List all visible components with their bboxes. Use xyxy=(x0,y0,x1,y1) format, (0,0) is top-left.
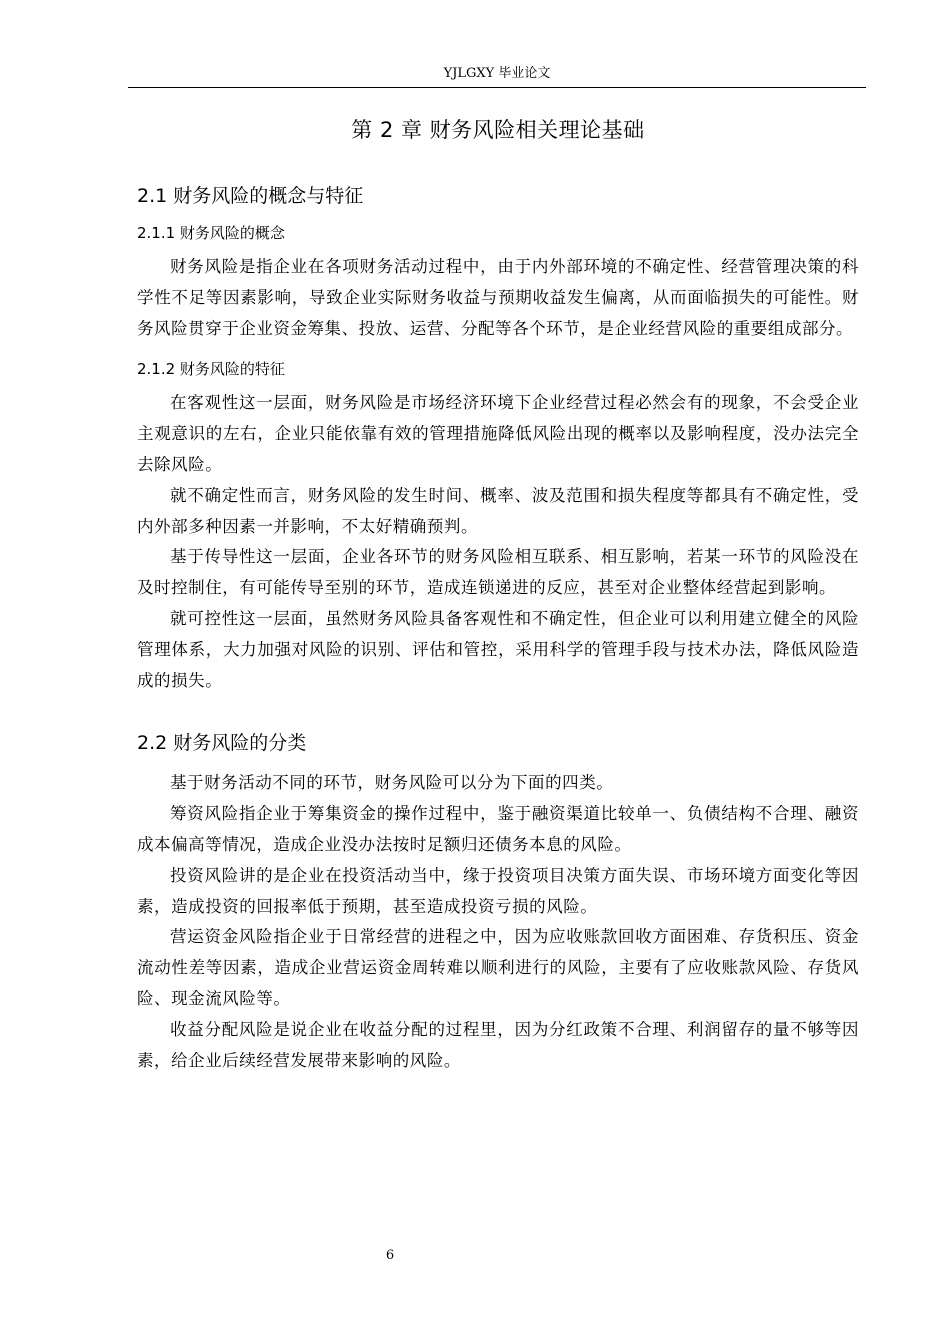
paragraph: 投资风险讲的是企业在投资活动当中，缘于投资项目决策方面失误、市场环境方面变化等因素，造成投资的回报率低于预期，甚至造成投资亏损的风险。 xyxy=(137,865,859,916)
page-number: 6 xyxy=(385,1248,395,1263)
paragraph: 财务风险是指企业在各项财务活动过程中，由于内外部环境的不确定性、经营管理决策的科学性不足等因素影响，导致企业实际财务收益与预期收益发生偏离，从而面临损失的可能性。财务风险贯穿于企业资金筹集、投放、运营、分配等各个环节，是企业经营风险的重要组成部分。 xyxy=(137,257,859,338)
header-divider xyxy=(128,87,866,88)
section-heading-2-1: 2.1 财务风险的概念与特征 xyxy=(137,185,364,207)
paragraph: 在客观性这一层面，财务风险是市场经济环境下企业经营过程必然会有的现象，不会受企业主观意识的左右，企业只能依靠有效的管理措施降低风险出现的概率以及影响程度，没办法完全去除风险。 xyxy=(137,393,859,474)
page-header: YJLGXY 毕业论文 xyxy=(443,66,551,81)
subsection-heading-2-1-2: 2.1.2 财务风险的特征 xyxy=(137,360,285,379)
paragraph: 基于财务活动不同的环节，财务风险可以分为下面的四类。 xyxy=(170,773,614,793)
page-body xyxy=(137,113,859,1076)
paragraph: 就可控性这一层面，虽然财务风险具备客观性和不确定性，但企业可以利用建立健全的风险管理体系，大力加强对风险的识别、评估和管控，采用科学的管理手段与技术办法，降低风险造成的损失。 xyxy=(137,608,859,690)
paragraph: 基于传导性这一层面，企业各环节的财务风险相互联系、相互影响，若某一环节的风险没在及时控制住，有可能传导至别的环节，造成连锁递进的反应，甚至对企业整体经营起到影响。 xyxy=(137,547,859,598)
paragraph: 就不确定性而言，财务风险的发生时间、概率、波及范围和损失程度等都具有不确定性，受内外部多种因素一并影响，不太好精确预判。 xyxy=(137,485,859,536)
section-heading-2-2: 2.2 财务风险的分类 xyxy=(137,732,307,755)
subsection-heading-2-1-1: 2.1.1 财务风险的概念 xyxy=(137,224,285,242)
paragraph: 收益分配风险是说企业在收益分配的过程里，因为分红政策不合理、利润留存的量不够等因素，给企业后续经营发展带来影响的风险。 xyxy=(137,1019,859,1070)
paragraph: 营运资金风险指企业于日常经营的进程之中，因为应收账款回收方面困难、存货积压、资金流动性差等因素，造成企业营运资金周转难以顺利进行的风险，主要有了应收账款风险、存货风险、现金流风险等。 xyxy=(137,927,859,1008)
chapter-title: 第 2 章 财务风险相关理论基础 xyxy=(351,118,645,142)
paragraph: 筹资风险指企业于筹集资金的操作过程中，鉴于融资渠道比较单一、负债结构不合理、融资成本偏高等情况，造成企业没办法按时足额归还债务本息的风险。 xyxy=(137,804,859,854)
